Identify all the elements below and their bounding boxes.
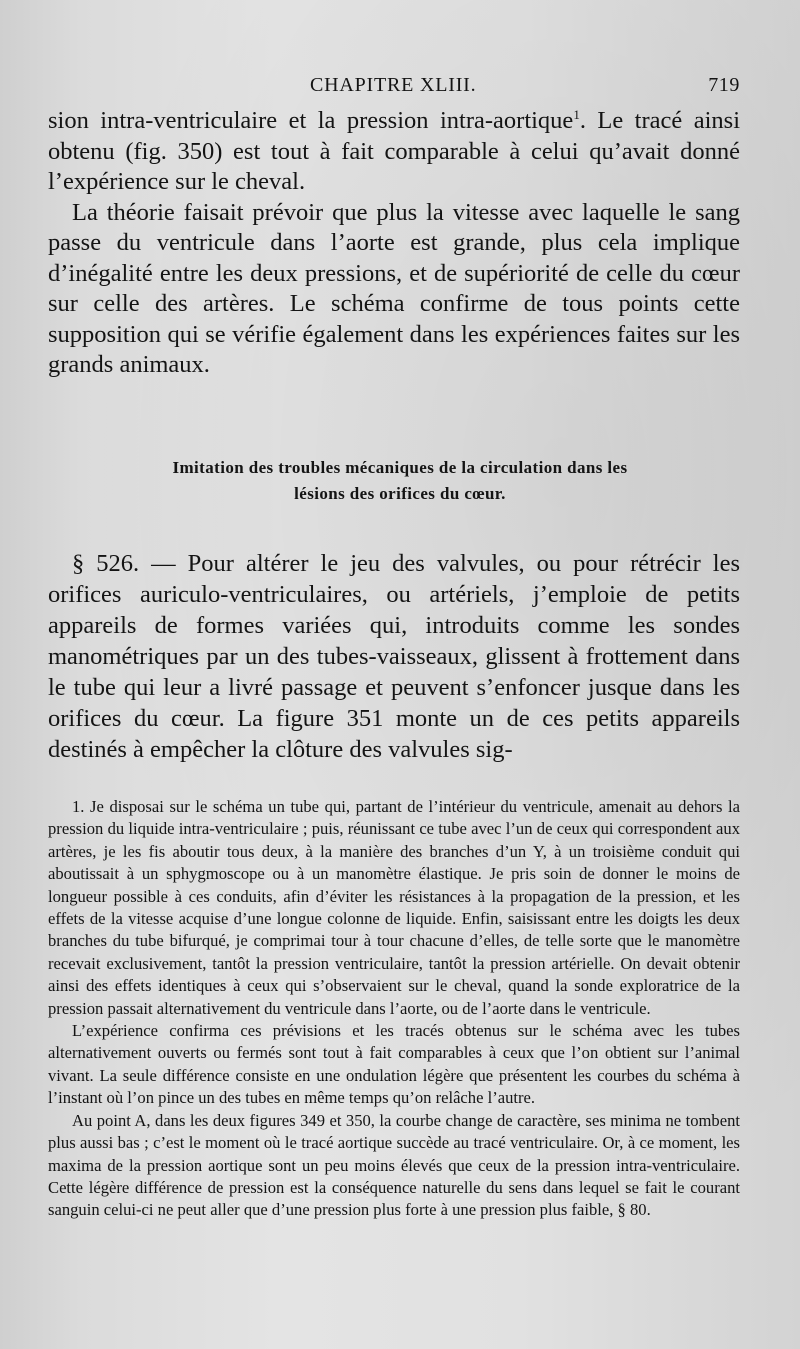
- footnote-paragraph-3: Au point A, dans les deux figures 349 et 350, la courbe change de caractère, ses minima ne tombent plus aussi bas ; c’est le moment où le tracé aortique succède au tracé ventriculaire. Or, à ce moment, les maxima de la pression aortique sont un peu moins élevés que ceux de la pression intra-ventriculaire. Cette légère différence de pression est la conséquence naturelle du sens dans lequel se fait le courant sanguin celui-ci ne peut aller que d’une pression plus forte à une pression plus faible, § 80.: [48, 1110, 740, 1220]
- page-number: 719: [708, 74, 740, 96]
- section-heading: [60, 455, 740, 507]
- paragraph-2: La théorie faisait prévoir que plus la vitesse avec laquelle le sang passe du ventricule dans l’aorte est grande, plus cela implique d’inégalité entre les deux pressions, et de supériorité de celle du cœur sur celle des artères. Le schéma confirme de tous points cette supposition qui se vérifie également dans les expériences faites sur les grands animaux.: [48, 198, 740, 378]
- paragraph-1-text: sion intra-ventriculaire et la pression intra-aortique: [48, 107, 574, 134]
- section-heading-line-2: lésions des orifices du cœur.: [294, 484, 506, 503]
- paragraph-1: [48, 106, 740, 198]
- section-heading-line-1: Imitation des troubles mécaniques de la circulation dans les: [172, 458, 628, 477]
- section-paragraph: [48, 548, 740, 765]
- footnote-paragraph-2: L’expérience confirma ces prévisions et les tracés obtenus sur le schéma avec les tubes alternativement ouverts ou fermés sont tout à fait comparables à ceux que l’on obtient sur l’animal vivant. La seule différence consiste en une ondulation légère que présentent les courbes du schéma à l’instant où l’on pince un des tubes en même temps qu’on relâche l’autre.: [48, 1021, 740, 1108]
- footnote-reference: 1: [573, 106, 580, 122]
- footnote-1: 1. Je disposai sur le schéma un tube qui, partant de l’intérieur du ventricule, amenait au dehors la pression du liquide intra-ventriculaire ; puis, réunissant ce tube avec l’un de ceux qui correspondent aux artères, je les fis aboutir tous deux, à la manière des branches d’un Y, à un troisième conduit qui aboutissait à un sphygmoscope ou à un manomètre élastique. Je pris soin de donner le moins de longueur possible à ces conduits, afin d’éviter les résistances à la propagation de la pression, et les effets de la vitesse acquise d’une longue colonne de liquide. Enfin, saisissant entre les doigts les deux branches du tube bifurqué, je comprimai tour à tour chacune d’elles, de telle sorte que le manomètre recevait exclusivement, tantôt la pression ventriculaire, tantôt la pression artérielle. On devait obtenir ainsi des effets identiques à ceux qui s’observaient sur le cheval, quand la sonde exploratrice de la pression passait alternativement du ventricule dans l’aorte, ou de l’aorte dans le ventricule.: [48, 797, 740, 1018]
- section-body: [48, 548, 740, 765]
- paragraph-1-rest: . Le tracé ainsi obtenu (fig. 350) est tout à fait comparable à celui qu’avait donné l’expérience sur le cheval.: [48, 107, 740, 195]
- chapter-heading: CHAPITRE XLIII.: [310, 74, 477, 96]
- running-header: [48, 74, 740, 102]
- paragraph-number: § 526.: [72, 550, 140, 577]
- section-paragraph-text: — Pour altérer le jeu des valvules, ou pour rétrécir les orifices auriculo-ventriculaires, ou artériels, j’emploie de petits appareils de formes variées qui, introduits comme les sondes manométriques par un des tubes-vaisseaux, glissent à frottement dans le tube qui leur a livré passage et peuvent s’enfoncer jusque dans les orifices du cœur. La figure 351 monte un de ces petits appareils destinés à empêcher la clôture des valvules sig-: [48, 550, 741, 763]
- main-text: [48, 106, 740, 381]
- footnotes: [48, 796, 740, 1222]
